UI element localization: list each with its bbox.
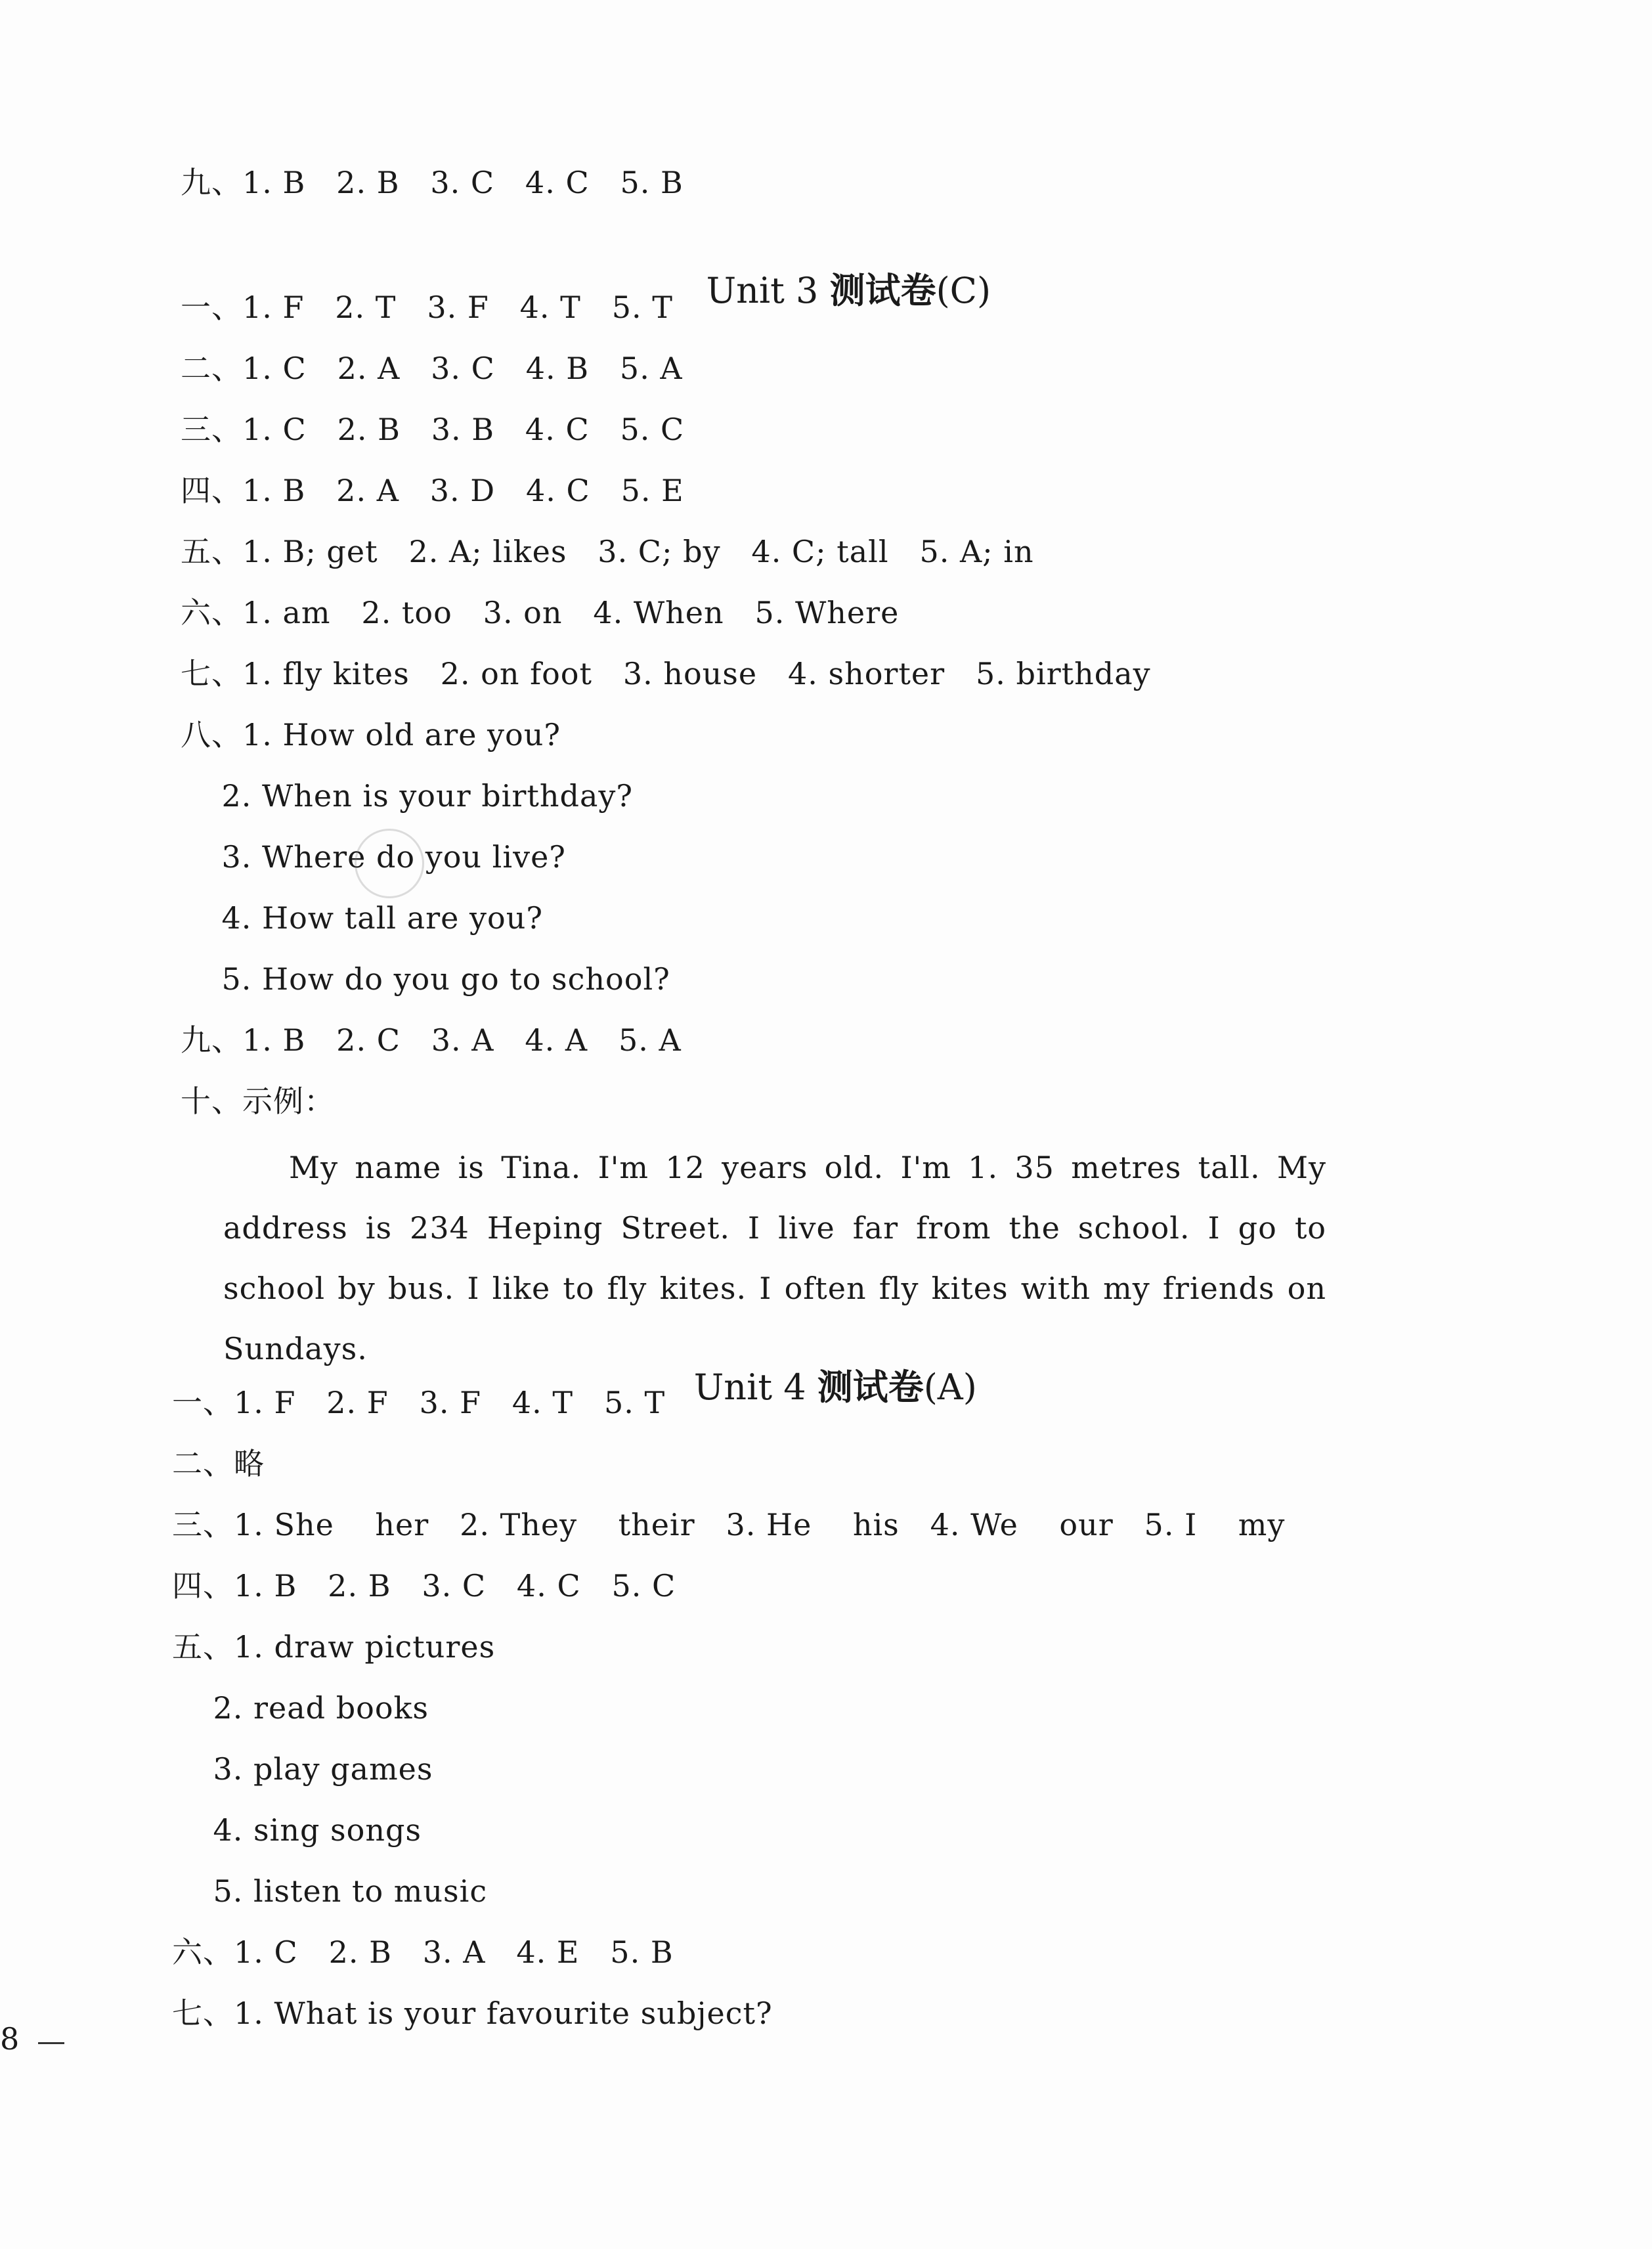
unit4-title-en: Unit 4 [693, 1366, 817, 1408]
answer-line: 5. How do you go to school? [181, 961, 670, 997]
answer-line: 六、1. am 2. too 3. on 4. When 5. Where [181, 595, 900, 630]
answer-line: 七、1. What is your favourite subject? [172, 1996, 773, 2031]
unit4-title-suffix: (A) [923, 1366, 977, 1408]
sample-essay: My name is Tina. I'm 12 years old. I'm 1. 35 metres tall. My address is 234 Heping Street. I live far from the school. I go to school by bus. I like to fly kites. I often fly kites with my friends on Sundays. [223, 1150, 1326, 1366]
unit4-title-cn: 测试卷 [817, 1366, 924, 1408]
answer-line: 4. How tall are you? [181, 900, 543, 936]
answer-line: 二、1. C 2. A 3. C 4. B 5. A [181, 351, 683, 386]
unit3-title-cn: 测试卷 [829, 270, 936, 311]
answer-line: 一、1. F 2. F 3. F 4. T 5. T [172, 1385, 666, 1420]
answer-line: 九、1. B 2. C 3. A 4. A 5. A [181, 1022, 682, 1058]
answer-line: 四、1. B 2. A 3. D 4. C 5. E [181, 473, 684, 508]
answer-line: 六、1. C 2. B 3. A 4. E 5. B [172, 1934, 674, 1970]
answer-line: 五、1. B; get 2. A; likes 3. C; by 4. C; tall 5. A; in [181, 534, 1034, 569]
answer-line: 二、略 [172, 1446, 265, 1481]
answer-line: 三、1. C 2. B 3. B 4. C 5. C [181, 412, 685, 447]
answer-line: 2. When is your birthday? [181, 778, 634, 814]
page-number-dash [38, 2042, 64, 2044]
answer-line: 八、1. How old are you? [181, 717, 561, 753]
answer-line-nine-prev: 九、1. B 2. B 3. C 4. C 5. B [181, 165, 684, 200]
answer-line: 2. read books [172, 1690, 429, 1726]
answer-line: 三、1. She her 2. They their 3. He his 4. We our 5. I my [172, 1507, 1286, 1542]
answer-line: 十、示例： [181, 1083, 335, 1119]
page-number: 8 [0, 2021, 20, 2057]
answer-line: 五、1. draw pictures [172, 1629, 496, 1665]
answer-line: 4. sing songs [172, 1812, 422, 1848]
answer-line: 一、1. F 2. T 3. F 4. T 5. T [181, 290, 673, 325]
unit3-title-en: Unit 3 [706, 270, 830, 311]
answer-line: 3. Where do you live? [181, 839, 566, 875]
answer-line: 3. play games [172, 1751, 433, 1787]
answer-line: 四、1. B 2. B 3. C 4. C 5. C [172, 1568, 676, 1604]
unit3-title-suffix: (C) [936, 270, 991, 311]
faint-stamp-mark [355, 829, 424, 898]
answer-line: 5. listen to music [172, 1873, 488, 1909]
answer-line: 七、1. fly kites 2. on foot 3. house 4. shorter 5. birthday [181, 656, 1151, 691]
